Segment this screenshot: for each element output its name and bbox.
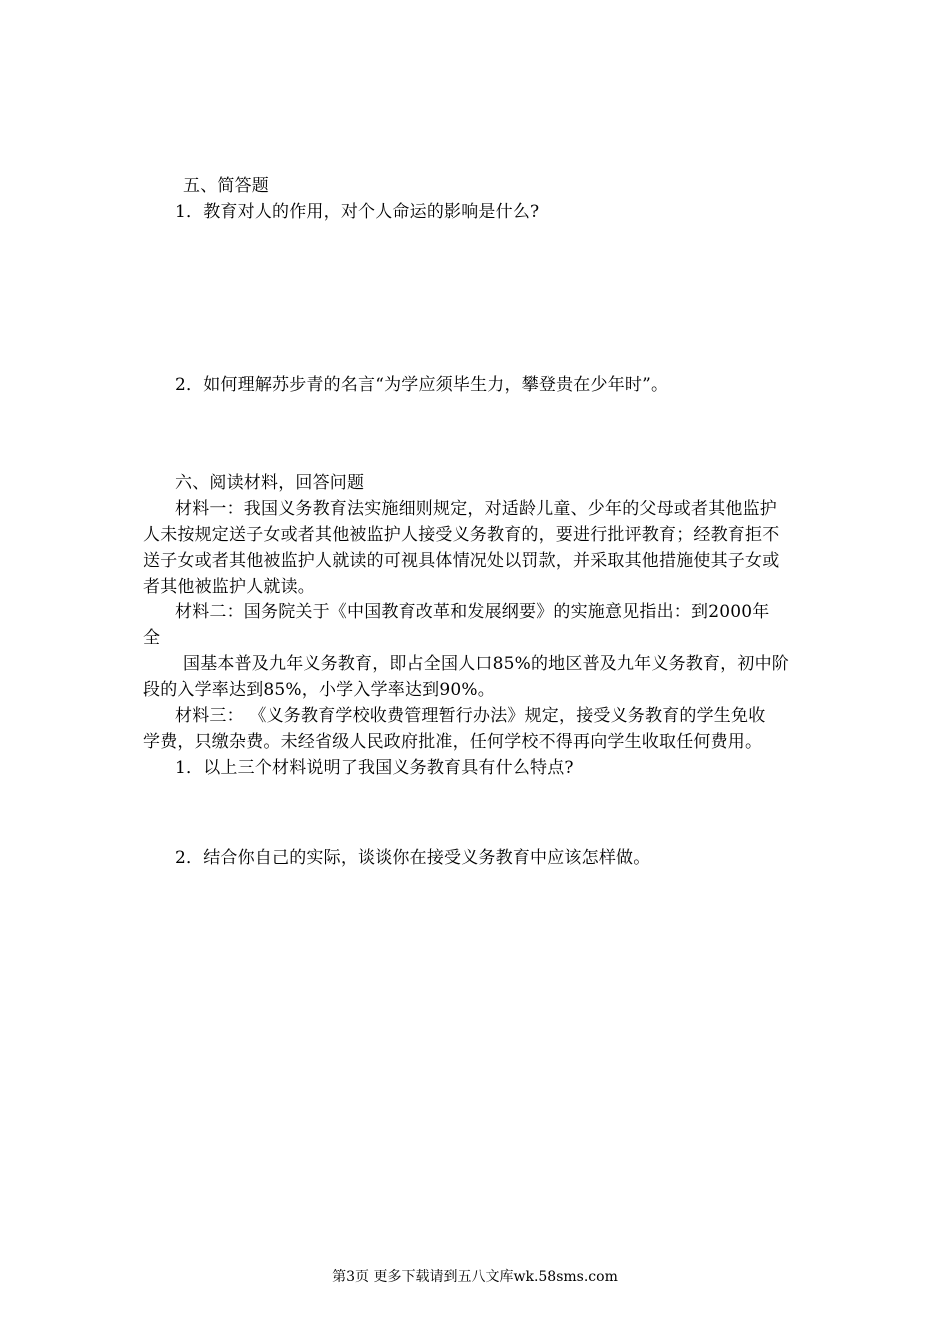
section-5-question-2: 2．如何理解苏步青的名言“为学应须毕生力，攀登贵在少年时”。 bbox=[175, 375, 669, 395]
section-5-heading: 五、简答题 bbox=[183, 176, 269, 196]
section-6-question-2: 2．结合你自己的实际，谈谈你在接受义务教育中应该怎样做。 bbox=[175, 848, 651, 868]
section-6-question-1: 1．以上三个材料说明了我国义务教育具有什么特点? bbox=[175, 758, 574, 778]
material-1-line-1: 材料一：我国义务教育法实施细则规定，对适龄儿童、少年的父母或者其他监护 bbox=[175, 499, 777, 519]
material-3-line-1: 材料三： 《义务教育学校收费管理暂行办法》规定，接受义务教育的学生免收 bbox=[175, 706, 766, 726]
section-6-heading: 六、阅读材料，回答问题 bbox=[175, 473, 365, 493]
material-2-line-3: 国基本普及九年义务教育，即占全国人口85%的地区普及九年义务教育，初中阶 bbox=[183, 654, 789, 674]
material-1-line-3: 送子女或者其他被监护人就读的可视具体情况处以罚款，并采取其他措施使其子女或 bbox=[143, 551, 780, 571]
material-2-line-2: 全 bbox=[143, 628, 161, 648]
page-footer: 第3页 更多下载请到五八文库wk.58sms.com bbox=[332, 1269, 618, 1285]
material-2-line-1: 材料二：国务院关于《中国教育改革和发展纲要》的实施意见指出：到2000年 bbox=[175, 602, 770, 622]
material-1-line-4: 者其他被监护人就读。 bbox=[143, 577, 315, 597]
material-2-line-4: 段的入学率达到85%，小学入学率达到90%。 bbox=[143, 680, 495, 700]
section-5-question-1: 1．教育对人的作用，对个人命运的影响是什么? bbox=[175, 202, 540, 222]
material-3-line-2: 学费，只缴杂费。未经省级人民政府批准，任何学校不得再向学生收取任何费用。 bbox=[143, 732, 763, 752]
material-1-line-2: 人未按规定送子女或者其他被监护人接受义务教育的，要进行批评教育；经教育拒不 bbox=[143, 525, 780, 545]
